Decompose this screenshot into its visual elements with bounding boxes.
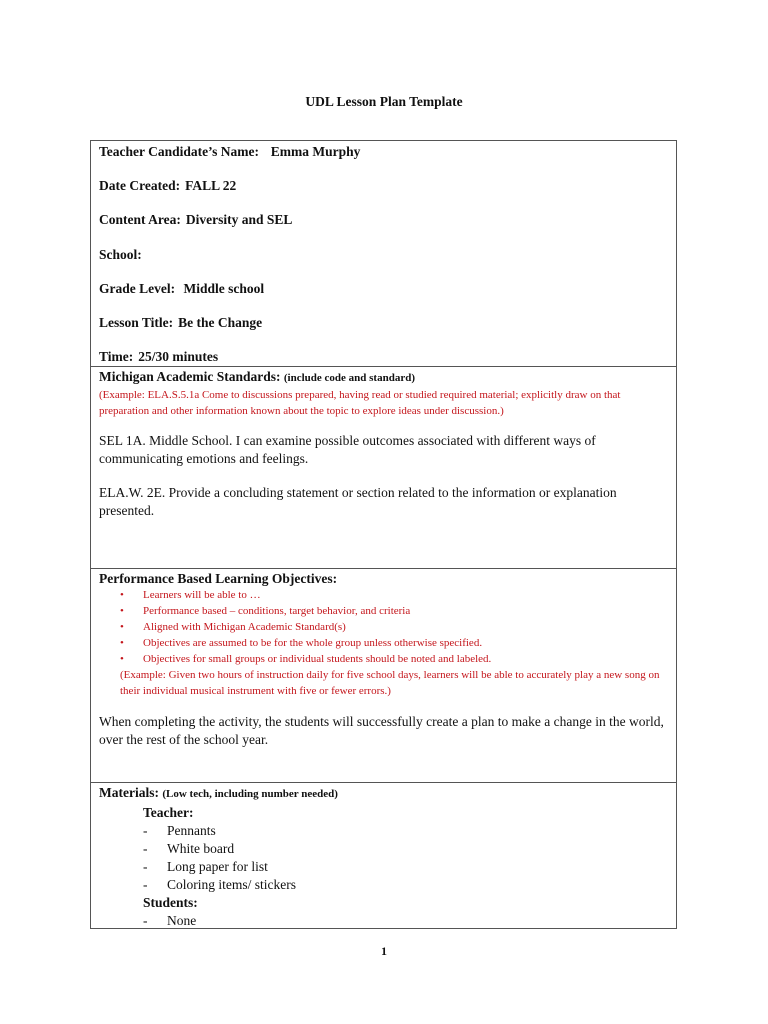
- teacher-name-row: [99, 143, 668, 160]
- objectives-heading: Performance Based Learning Objectives:: [99, 571, 338, 586]
- list-item: • Learners will be able to …: [120, 589, 261, 601]
- list-item: - None: [143, 913, 197, 928]
- grade-level-value: Middle school: [180, 280, 265, 296]
- date-created-value: FALL 22: [185, 178, 237, 194]
- teacher-name-label: Teacher Candidate’s Name:: [99, 144, 259, 159]
- materials-heading-text: Materials:: [99, 785, 159, 800]
- objectives-example: (Example: Given two hours of instruction daily for five school days, learners will be able to accurately play a new song on their individual musical instrument with five or fewer errors.): [120, 669, 660, 697]
- list-item: - Coloring items/ stickers: [143, 877, 296, 892]
- list-item: • Aligned with Michigan Academic Standard(s): [120, 621, 346, 633]
- school-label: School:: [99, 246, 142, 262]
- dash-icon: -: [143, 913, 148, 928]
- bullet-icon: •: [120, 653, 124, 665]
- objectives-cell: [91, 570, 676, 783]
- time-label: Time:: [99, 349, 134, 365]
- date-created-label: Date Created:: [99, 178, 181, 194]
- student-materials-list: [99, 912, 668, 930]
- content-area-label: Content Area:: [99, 212, 181, 228]
- bullet-icon: •: [120, 637, 124, 649]
- objective-statement: When completing the activity, the students will successfully create a plan to make a change in the world, over the rest of the school year.: [99, 714, 664, 747]
- objectives-guidelines: [99, 587, 668, 667]
- info-cell: [91, 141, 676, 367]
- standards-example: (Example: ELA.S.5.1a Come to discussions prepared, having read or studied required material; explicitly draw on that preparation and other information known about the topic to explore ideas under discussion.): [99, 389, 621, 417]
- content-area-value: Diversity and SEL: [185, 212, 293, 228]
- document-title: UDL Lesson Plan Template: [305, 94, 463, 109]
- bullet-icon: •: [120, 621, 124, 633]
- dash-icon: -: [143, 877, 148, 892]
- teacher-name-value: Emma Murphy: [264, 144, 361, 159]
- list-item: - White board: [143, 841, 235, 856]
- date-created-row: [99, 177, 668, 194]
- bullet-icon: •: [120, 589, 124, 601]
- list-item: • Objectives are assumed to be for the whole group unless otherwise specified.: [120, 637, 483, 649]
- grade-level-row: [99, 280, 668, 297]
- materials-heading-note: (Low tech, including number needed): [162, 788, 338, 800]
- dash-icon: -: [143, 823, 148, 838]
- standard-sel: SEL 1A. Middle School. I can examine possible outcomes associated with different ways of communicating emotions and feelings.: [99, 433, 596, 466]
- lesson-title-row: [99, 314, 668, 331]
- list-item: - Pennants: [143, 823, 216, 838]
- standards-cell: [91, 368, 676, 569]
- list-item: • Performance based – conditions, target behavior, and criteria: [120, 605, 411, 617]
- dash-icon: -: [143, 859, 148, 874]
- list-item: • Objectives for small groups or individual students should be noted and labeled.: [120, 653, 492, 665]
- materials-cell: [91, 784, 676, 928]
- teacher-materials-label: Teacher:: [143, 805, 194, 820]
- list-item: - Long paper for list: [143, 859, 268, 874]
- materials-heading: [99, 784, 668, 803]
- dash-icon: -: [143, 841, 148, 856]
- standards-heading-text: Michigan Academic Standards:: [99, 369, 281, 384]
- page-number: 1: [381, 944, 387, 958]
- standards-heading-note: (include code and standard): [283, 372, 415, 384]
- lesson-plan-table: [90, 140, 677, 929]
- lesson-title-label: Lesson Title:: [99, 314, 174, 330]
- time-row: [99, 348, 668, 365]
- bullet-icon: •: [120, 605, 124, 617]
- student-materials-label: Students:: [143, 895, 198, 910]
- standards-heading: [99, 368, 668, 387]
- school-row: [99, 246, 668, 263]
- lesson-title-value: Be the Change: [178, 314, 263, 330]
- standard-ela: ELA.W. 2E. Provide a concluding statement or section related to the information or explanation presented.: [99, 485, 617, 518]
- grade-level-label: Grade Level:: [99, 280, 176, 296]
- content-area-row: [99, 211, 668, 228]
- time-value: 25/30 minutes: [138, 349, 219, 365]
- teacher-materials-list: [99, 822, 668, 894]
